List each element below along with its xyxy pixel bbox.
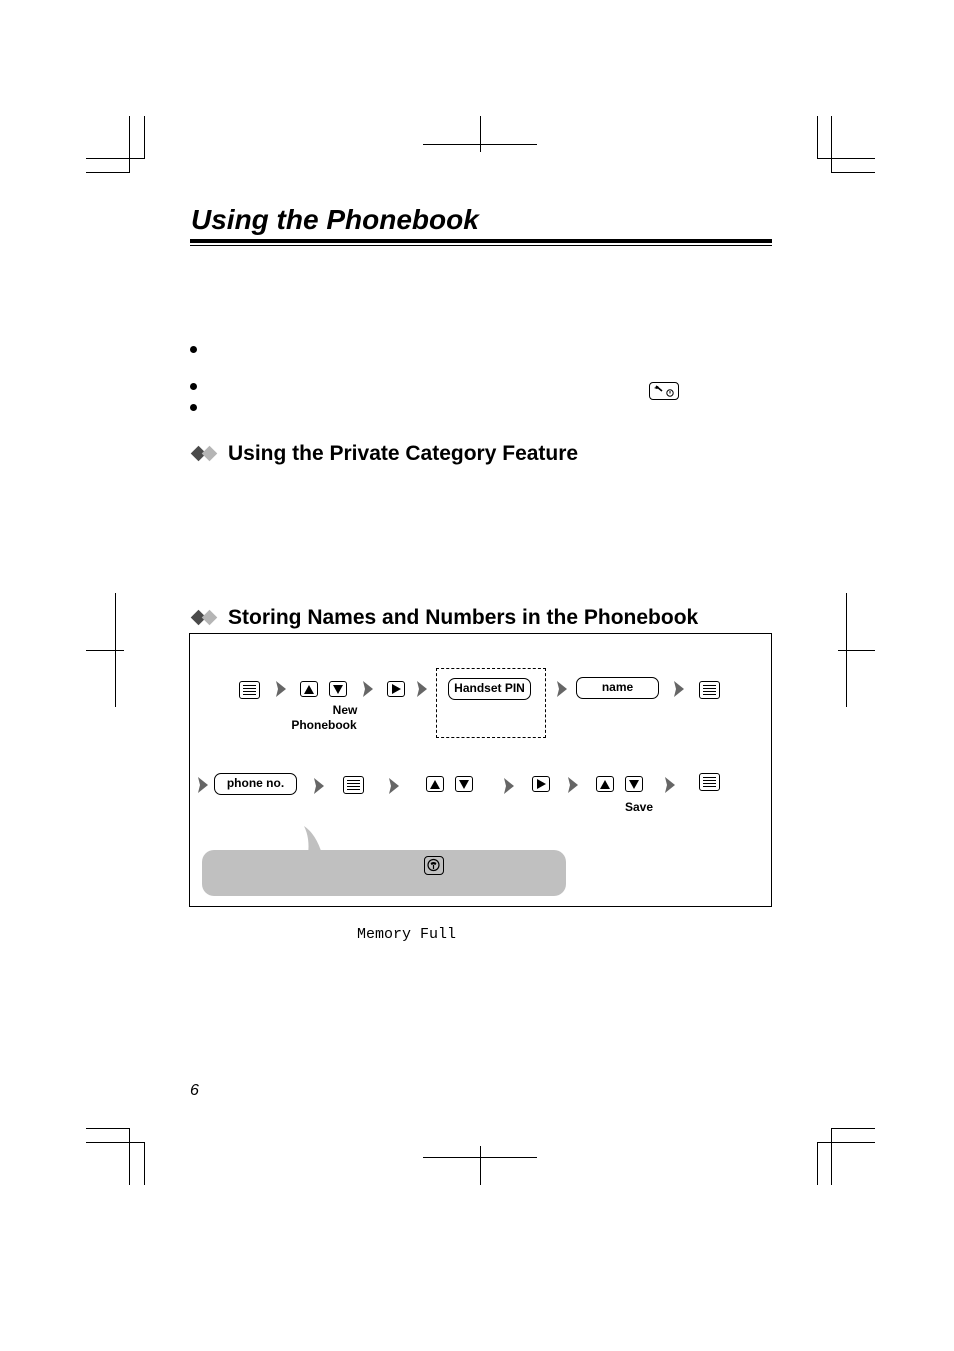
bullet	[190, 404, 197, 411]
title-rule-thick	[190, 239, 772, 243]
menu-key-icon	[239, 681, 260, 699]
display-message: Memory Full	[357, 926, 457, 943]
menu-key-icon	[343, 776, 364, 794]
down-arrow-key-icon	[625, 776, 643, 792]
flow-arrow-icon	[567, 775, 579, 795]
menu-key-icon	[699, 681, 720, 699]
handset-pin-field: Handset PIN	[448, 678, 531, 700]
phone-no-field: phone no.	[214, 773, 297, 795]
name-field: name	[576, 677, 659, 699]
flow-arrow-icon	[556, 679, 568, 699]
diamond-bullet-icon	[191, 608, 221, 628]
flow-arrow-icon	[275, 679, 287, 699]
note-bubble	[202, 850, 566, 896]
flow-arrow-icon	[664, 775, 676, 795]
menu-key-icon	[699, 773, 720, 791]
talk-off-key-icon	[649, 382, 679, 400]
new-phonebook-label: New Phonebook	[291, 703, 358, 732]
down-arrow-key-icon	[329, 681, 347, 697]
flow-arrow-icon	[197, 775, 209, 795]
bullet	[190, 346, 197, 353]
up-arrow-key-icon	[596, 776, 614, 792]
bullet	[190, 383, 197, 390]
up-arrow-key-icon	[300, 681, 318, 697]
section-heading-private-category: Using the Private Category Feature	[191, 441, 578, 467]
diamond-bullet-icon	[191, 444, 221, 464]
right-arrow-key-icon	[387, 681, 405, 697]
title-rule-thin	[190, 245, 772, 246]
flow-arrow-icon	[416, 679, 428, 699]
off-key-icon	[424, 856, 444, 875]
flow-arrow-icon	[388, 776, 400, 796]
down-arrow-key-icon	[455, 776, 473, 792]
right-arrow-key-icon	[532, 776, 550, 792]
flow-arrow-icon	[673, 679, 685, 699]
save-label: Save	[624, 800, 654, 814]
page-number: 6	[190, 1082, 199, 1099]
up-arrow-key-icon	[426, 776, 444, 792]
section-heading-storing-names: Storing Names and Numbers in the Phonebook	[191, 605, 698, 631]
flow-arrow-icon	[313, 776, 325, 796]
page-title: Using the Phonebook	[191, 204, 479, 235]
flow-arrow-icon	[362, 679, 374, 699]
flow-arrow-icon	[503, 776, 515, 796]
